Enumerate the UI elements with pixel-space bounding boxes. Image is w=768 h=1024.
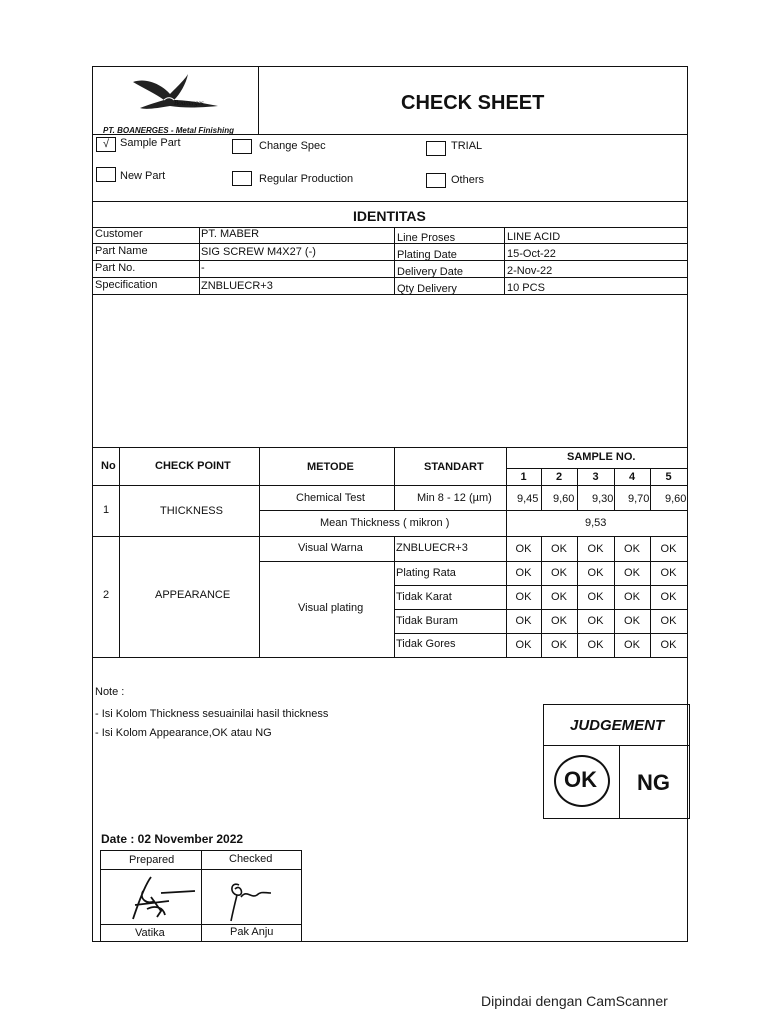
signature-divider [201,851,202,941]
identitas-divider-2 [394,227,395,294]
prepared-name: Vatika [135,927,165,939]
page-title: CHECK SHEET [401,92,545,114]
identitas-divider-3 [504,227,505,294]
part-name-value: SIG SCREW M4X27 (-) [201,246,316,258]
col-metode-divider-bottom [394,536,395,657]
company-logo [128,72,228,114]
thickness-mid-line [259,510,687,511]
logo-text: Boanerges [174,99,204,107]
specification-value: ZNBLUECR+3 [201,280,273,292]
result-cell: OK [587,567,604,579]
appearance-no: 2 [103,589,110,601]
customer-label: Customer [95,228,143,240]
judgement-box [543,704,690,819]
plating-date-value: 15-Oct-22 [507,248,556,260]
result-cell: OK [551,615,567,627]
others-label: Others [451,174,485,186]
standart-plating-rata: Plating Rata [396,567,456,579]
result-cell: OK [624,639,640,651]
others-checkbox[interactable] [426,173,446,188]
thickness-value-2: 9,60 [553,493,575,505]
part-no-value: - [201,262,205,274]
regular-production-label: Regular Production [259,173,354,185]
checked-label: Checked [229,853,273,865]
mean-thickness-value: 9,53 [585,517,607,529]
header-sample-no: SAMPLE NO. [567,451,636,463]
note-line-1: - Isi Kolom Thickness sesuainilai hasil thickness [95,708,329,720]
qty-delivery-label: Qty Delivery [397,283,457,295]
sample-header-line [506,468,687,469]
sheet-date: Date : 02 November 2022 [101,832,244,846]
visual-warna-metode: Visual Warna [298,542,363,554]
result-cell: OK [587,615,604,627]
sample-no-5: 5 [665,471,672,483]
result-cell: OK [660,543,677,555]
thickness-metode: Chemical Test [296,492,365,504]
change-spec-label: Change Spec [259,140,326,152]
header-no: No [101,460,116,472]
regular-production-checkbox[interactable] [232,171,252,186]
result-cell: OK [587,591,604,603]
change-spec-checkbox[interactable] [232,139,252,154]
identitas-line-2 [93,260,687,261]
check-mark: √ [102,138,110,150]
appearance-check-point: APPEARANCE [155,589,231,601]
sample-no-2: 2 [555,471,563,483]
table-bottom-line [93,657,687,658]
header-divider [258,67,259,135]
sample-no-4: 4 [628,471,636,483]
result-cell: OK [515,591,532,603]
thickness-check-point: THICKNESS [160,505,223,517]
thickness-value-5: 9,60 [665,493,687,505]
judgement-divider-v [619,745,620,818]
judgement-ok: OK [564,767,597,792]
standart-tidak-gores: Tidak Gores [396,638,456,650]
result-cell: OK [660,615,677,627]
result-cell: OK [660,567,677,579]
result-cell: OK [587,639,604,651]
thickness-value-4: 9,70 [628,493,650,505]
customer-value: PT. MABER [201,228,260,240]
sample-no-1: 1 [520,471,527,483]
new-part-checkbox[interactable] [96,167,116,182]
table-top-line [93,447,687,448]
judgement-divider-h [544,745,689,746]
specification-label: Specification [95,279,158,291]
identitas-title: IDENTITAS [353,208,426,224]
part-name-label: Part Name [95,245,148,257]
checked-signature-icon [221,871,291,923]
check-sheet [92,66,688,942]
camscanner-watermark: Dipindai dengan CamScanner [481,993,668,1009]
result-cell: OK [660,591,677,603]
sample-part-label: Sample Part [120,137,181,149]
result-cell: OK [551,567,567,579]
sample-no-3: 3 [592,471,599,483]
col-metode-divider-top [394,447,395,510]
identitas-divider-1 [199,227,200,294]
col-checkpoint-divider [259,447,260,657]
identitas-line-3 [93,277,687,278]
checked-name: Pak Anju [230,926,274,938]
trial-label: TRIAL [451,140,483,152]
result-cell: OK [624,543,640,555]
col-no-divider [119,447,120,657]
visual-plating-metode: Visual plating [298,602,364,614]
result-cell: OK [624,591,640,603]
thickness-bottom-line [93,536,687,537]
signature-table [100,850,302,942]
delivery-date-label: Delivery Date [397,266,464,278]
options-bottom-line [93,201,687,202]
result-cell: OK [515,567,532,579]
header-metode: METODE [307,461,354,473]
thickness-value-1: 9,45 [517,493,539,505]
result-cell: OK [624,567,640,579]
signature-name-line [101,924,301,925]
thickness-no: 1 [103,504,110,516]
header-check-point: CHECK POINT [155,460,231,472]
header-standart: STANDART [424,461,484,473]
standart-znbluecr: ZNBLUECR+3 [396,542,468,554]
trial-checkbox[interactable] [426,141,446,156]
judgement-title: JUDGEMENT [570,717,665,734]
result-cell: OK [587,543,604,555]
new-part-label: New Part [120,170,166,182]
line-proses-value: LINE ACID [507,231,561,243]
plating-date-label: Plating Date [397,249,457,261]
identitas-line-0 [93,227,687,228]
sample-part-checkbox[interactable] [96,137,116,152]
note-title: Note : [95,686,125,698]
result-cell: OK [551,543,567,555]
part-no-label: Part No. [95,262,136,274]
result-cell: OK [551,591,567,603]
result-cell: OK [624,615,640,627]
standart-tidak-karat: Tidak Karat [396,591,452,603]
result-cell: OK [515,639,532,651]
prepared-signature-icon [121,871,201,923]
result-cell: OK [515,543,532,555]
result-cell: OK [660,639,677,651]
result-cell: OK [551,639,567,651]
table-header-bottom [93,485,687,486]
company-name: PT. BOANERGES - Metal Finishing [103,126,234,135]
delivery-date-value: 2-Nov-22 [507,265,553,277]
mean-thickness-label: Mean Thickness ( mikron ) [320,517,450,529]
note-line-2: - Isi Kolom Appearance,OK atau NG [95,727,272,739]
thickness-standart: Min 8 - 12 (µm) [417,492,492,504]
result-cell: OK [515,615,532,627]
prepared-label: Prepared [129,854,175,866]
judgement-ng: NG [637,770,670,795]
thickness-value-3: 9,30 [592,493,614,505]
signature-header-line [101,869,301,870]
appearance-line-1 [259,561,687,562]
line-proses-label: Line Proses [397,232,456,244]
qty-delivery-value: 10 PCS [507,282,545,294]
standart-tidak-buram: Tidak Buram [396,615,458,627]
identitas-line-1 [93,243,687,244]
identitas-line-4 [93,294,687,295]
